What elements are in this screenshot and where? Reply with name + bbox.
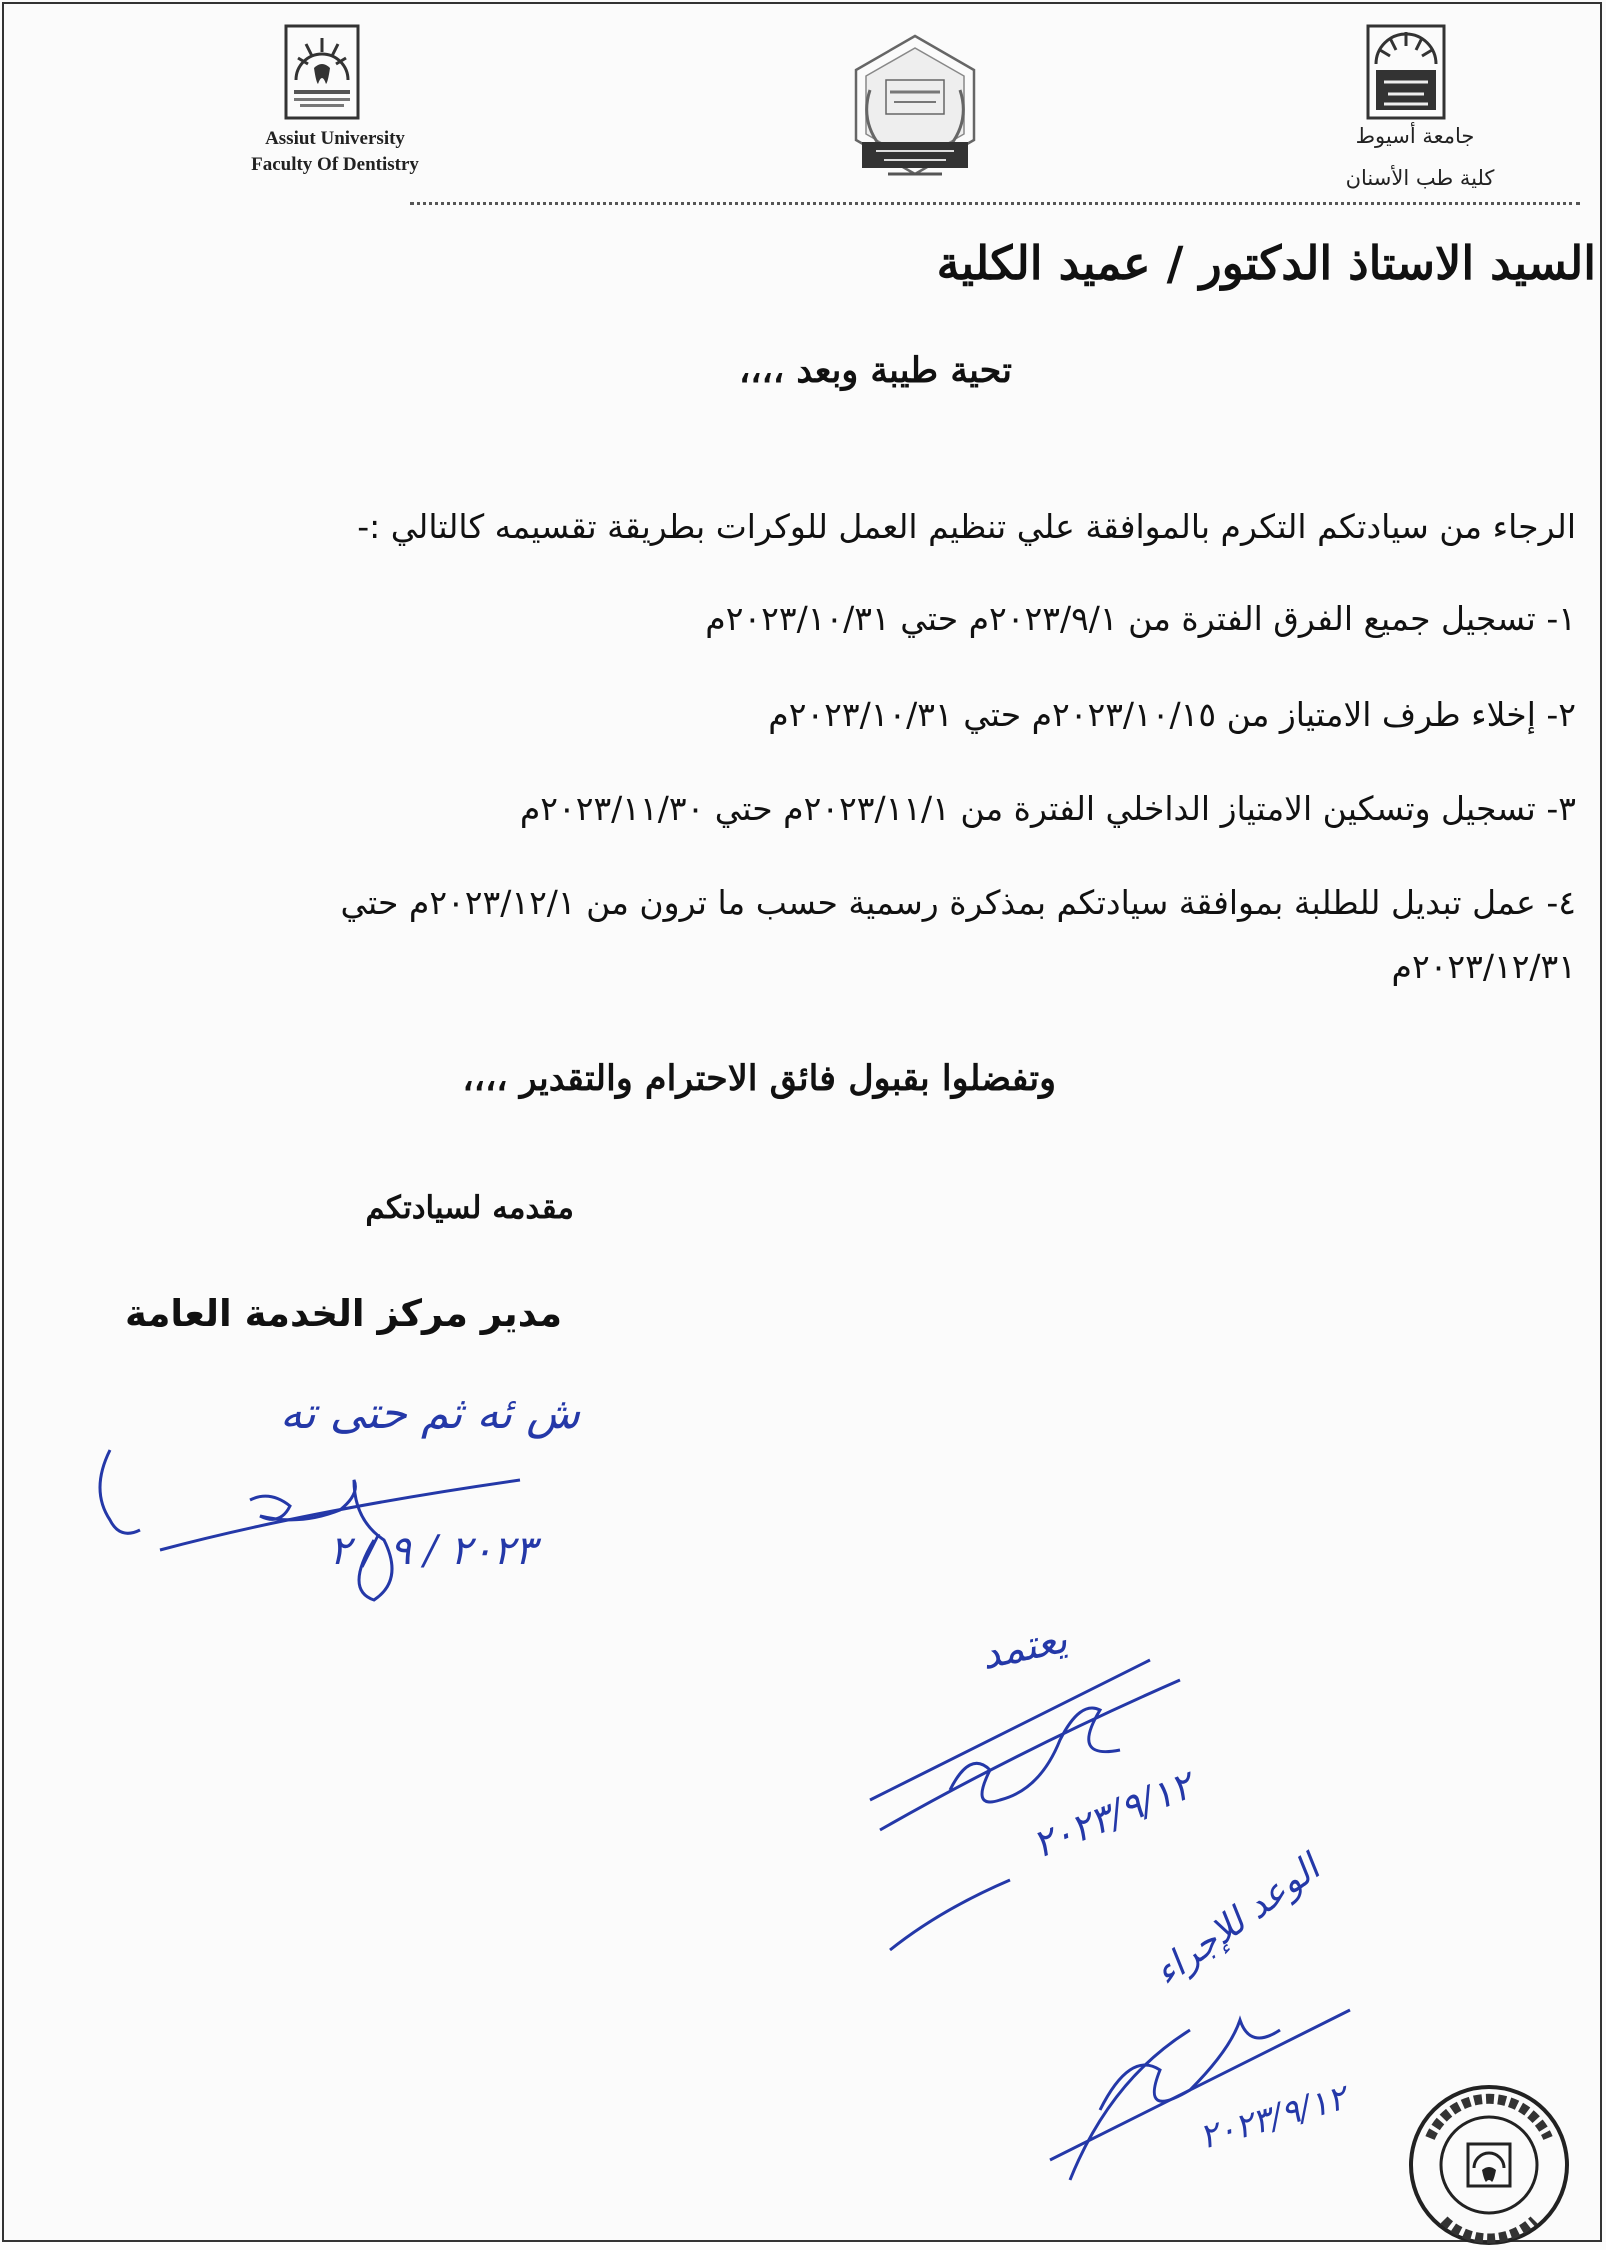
greeting: تحية طيبة وبعد ،،،، (738, 350, 1012, 391)
english-faculty-name: Faculty Of Dentistry (251, 154, 419, 175)
english-header (225, 126, 445, 178)
body-item-2: ٢- إخلاء طرف الامتياز من ٢٠٢٣/١٠/١٥م حتي ٢٠٢٣/١٠/٣١م (768, 695, 1576, 734)
salutation: السيد الاستاذ الدكتور / عميد الكلية (936, 236, 1596, 290)
signoff-title: مدير مركز الخدمة العامة (125, 1292, 562, 1335)
handwritten-note-1: ش ئه ثم حتى ته (279, 1388, 580, 1439)
body-item-4: ٤- عمل تبديل للطلبة بموافقة سيادتكم بمذكرة رسمية حسب ما ترون من ٢٠٢٣/١٢/١م حتي (340, 883, 1576, 922)
handwritten-date-2: ٢٠٢٣/٩/١٢ (1026, 1762, 1199, 1867)
body-item-1: ١- تسجيل جميع الفرق الفترة من ٢٠٢٣/٩/١م حتي ٢٠٢٣/١٠/٣١م (705, 599, 1576, 638)
english-university-name: Assiut University (265, 128, 405, 149)
body-item-4-continued: ٢٠٢٣/١٢/٣١م (1391, 947, 1576, 986)
body-intro: الرجاء من سيادتكم التكرم بالموافقة علي تنظيم العمل للوكرات بطريقة تقسيمه كالتالي :- (357, 507, 1576, 546)
body-item-3: ٣- تسجيل وتسكين الامتياز الداخلي الفترة من ٢٠٢٣/١١/١م حتي ٢٠٢٣/١١/٣٠م (519, 789, 1576, 828)
public-service-center-seal (842, 30, 988, 180)
signoff-presented: مقدمه لسيادتكم (365, 1190, 574, 1226)
closing: وتفضلوا بقبول فائق الاحترام والتقدير ،،،، (462, 1058, 1056, 1099)
official-page-stamp (1404, 2080, 1574, 2250)
handwritten-note-2: يعتمد (976, 1615, 1072, 1679)
faculty-logo-left (284, 24, 360, 120)
handwritten-note-3: الوعد للإجراء (1147, 1847, 1328, 1995)
page-border (2, 2, 1602, 2242)
header-divider (410, 202, 1580, 205)
handwritten-date-3: ٢٠٢٣/٩/١٢ (1194, 2077, 1351, 2158)
arabic-university-name: جامعة أسيوط (1355, 124, 1475, 148)
arabic-faculty-name: كلية طب الأسنان (1345, 166, 1495, 190)
handwritten-date-1: ٢٠٢٣ / ٩ / ٢ (329, 1528, 536, 1574)
university-logo-right (1366, 24, 1446, 120)
